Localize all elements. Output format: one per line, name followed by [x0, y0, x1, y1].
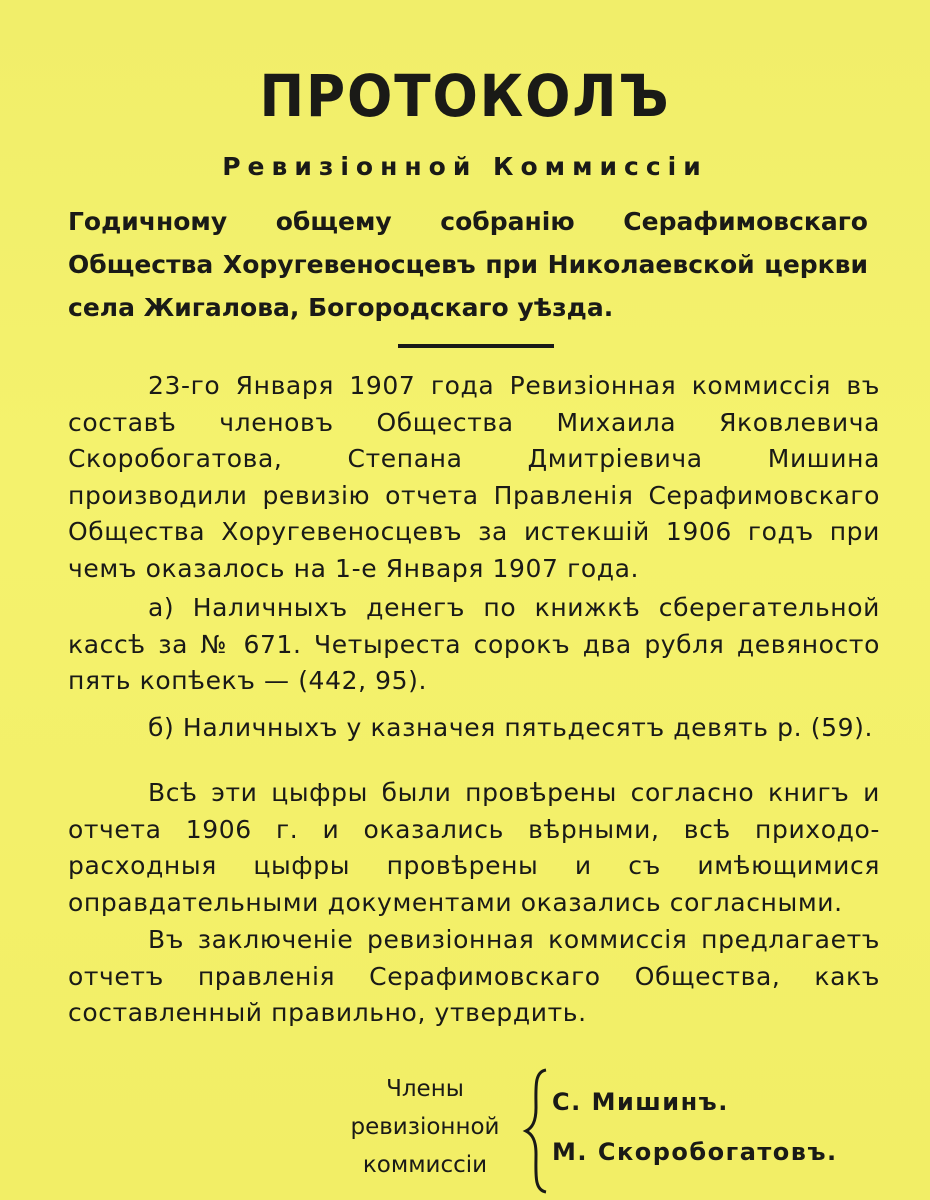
- document-title: ПРОТОКОЛЪ: [259, 62, 671, 130]
- signature-name-1: С. Мишинъ.: [552, 1088, 729, 1116]
- signature-label-line3: коммиссiи: [362, 1152, 488, 1178]
- title-divider: [398, 344, 554, 348]
- document-subtitle: Ревизiонной Коммиссiи: [222, 152, 708, 181]
- paragraph-conclusion: Въ заключенiе ревизiонная коммиссiя предлагаетъ отчетъ правленiя Серафимовскаго Общества, какъ составленный правильно, утвердить.: [68, 925, 880, 1027]
- signature-label-line2: ревизiонной: [350, 1114, 500, 1140]
- paragraph-item-a: а) Наличныхъ денегъ по книжкѣ сберегательной кассѣ за № 671. Четыреста сорокъ два рубля девяносто пять копѣекъ — (442, 95).: [68, 593, 880, 695]
- paragraph-verification: Всѣ эти цыфры были провѣрены согласно книгъ и отчета 1906 г. и оказались вѣрными, всѣ приходо-расходныя цыфры провѣрены и съ имѣющимися оправдательными документами оказались согласными.: [68, 778, 880, 917]
- signature-name-2: М. Скоробогатовъ.: [552, 1138, 838, 1166]
- paragraph-item-b: б) Наличныхъ у казначея пятьдесятъ девять р. (59).: [148, 713, 873, 742]
- brace-icon: [520, 1068, 554, 1194]
- signature-label: [320, 1070, 530, 1184]
- document-heading: Годичному общему собранiю Серафимовскаго Общества Хоругевеносцевъ при Николаевской церкви села Жигалова, Богородскаго уѣзда.: [68, 207, 868, 322]
- paragraph-intro: 23-го Января 1907 года Ревизiонная коммиссiя въ составѣ членовъ Общества Михаила Яковлевича Скоробогатова, Степана Дмитрiевича Мишина производили ревизiю отчета Правленiя Серафимовскаго Общества Хоругевеносцевъ за истекшiй 1906 годъ при чемъ оказалось на 1-е Января 1907 года.: [68, 371, 880, 583]
- signature-label-line1: Члены: [386, 1076, 464, 1102]
